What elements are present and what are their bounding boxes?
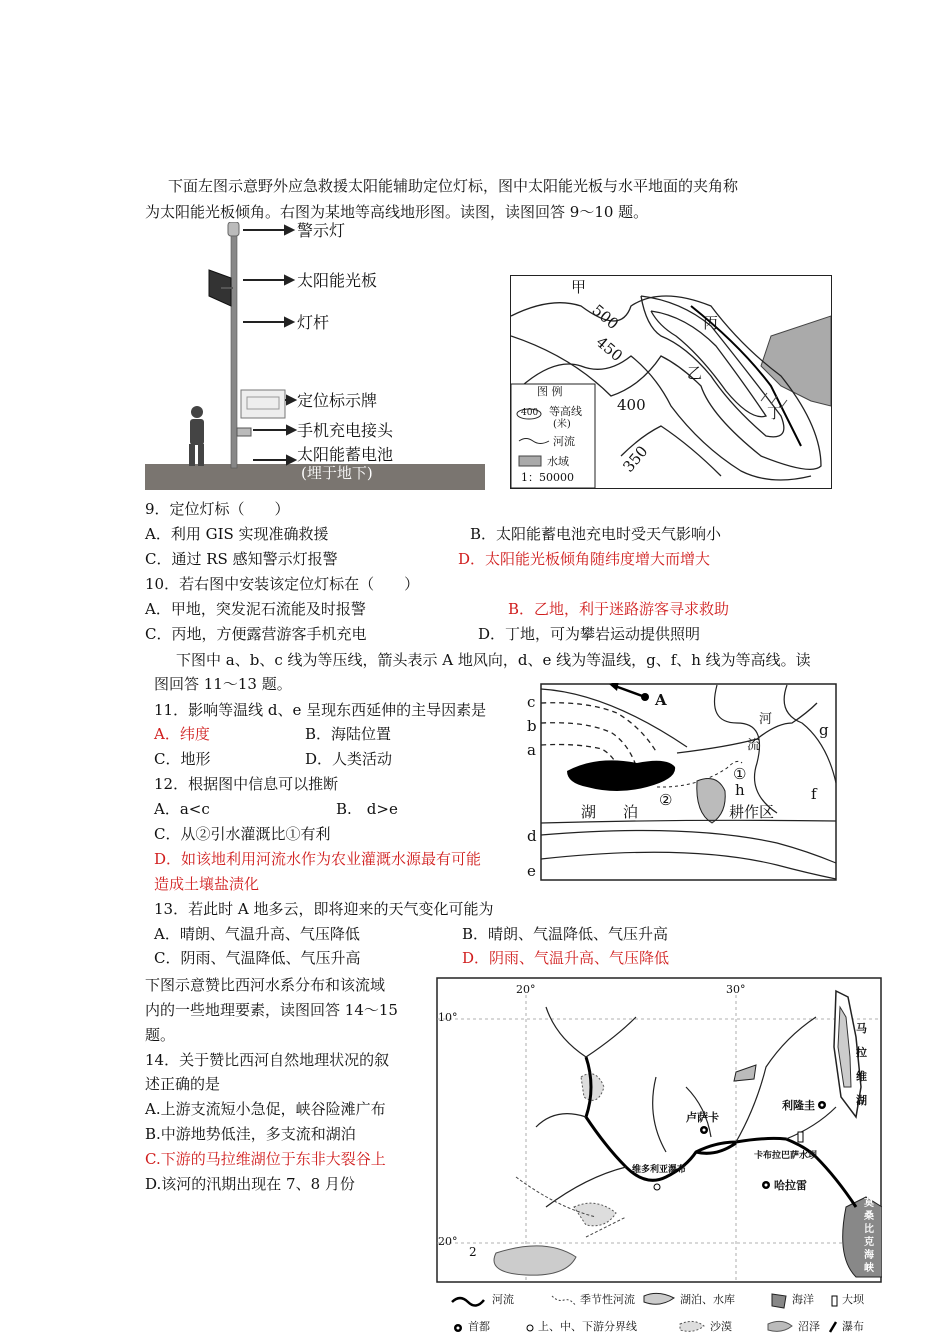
- place-yi: 乙: [687, 364, 703, 382]
- q14-option-c: C.下游的马拉维湖位于东非大裂谷上: [145, 1150, 386, 1168]
- legend-title: 图 例: [537, 385, 563, 398]
- map-mozambique-channel: 莫 桑 比 克 海 峡: [864, 1198, 874, 1274]
- q11-option-b: B．海陆位置: [305, 725, 392, 743]
- q11-stem: 11．影响等温线 d、e 呈现东西延伸的主导因素是: [154, 701, 487, 719]
- q13-stem: 13．若此时 A 地多云，即将迎来的天气变化可能为: [154, 900, 494, 918]
- legend-desert: 沙漠: [710, 1320, 732, 1333]
- page-number: 2: [469, 1245, 477, 1259]
- q14-stem-line-1: 14．关于赞比西河自然地理状况的叙: [145, 1051, 390, 1069]
- lake-label-2: 泊: [623, 803, 639, 821]
- q10-option-c: C．丙地，方便露营游客手机充电: [145, 625, 367, 643]
- q14-option-a: A.上游支流短小急促，峡谷险滩广布: [145, 1100, 386, 1118]
- intro2-line-1: 下图中 a、b、c 线为等压线，箭头表示 A 地风向，d、e 线为等温线，g、f、h 线为等高线。读: [176, 651, 811, 669]
- map-lusaka: 卢萨卡: [686, 1111, 719, 1124]
- q11-option-d: D．人类活动: [305, 750, 393, 768]
- legend-water: 水域: [547, 455, 569, 468]
- q13-option-d: D．阴雨、气温升高、气压降低: [462, 949, 670, 967]
- isobar-label-b: b: [527, 717, 537, 735]
- q13-option-c: C．阴雨、气温降低、气压升高: [154, 949, 361, 967]
- legend-river: 河流: [492, 1293, 514, 1306]
- legend-contour: 等高线: [549, 405, 582, 418]
- legend-lake: 湖泊、水库: [680, 1293, 735, 1306]
- isobar-label-a: a: [527, 741, 536, 759]
- q11-option-c: C．地形: [154, 750, 211, 768]
- zambezi-map: [436, 977, 882, 1283]
- legend-contour-value: 400: [521, 408, 539, 418]
- contour-350: 350: [619, 442, 652, 476]
- beacon-figure: [145, 222, 495, 490]
- q9-option-c: C．通过 RS 感知警示灯报警: [145, 550, 338, 568]
- label-underground: (埋于地下): [301, 464, 373, 482]
- isotherm-label-d: d: [527, 827, 537, 845]
- q13-option-b: B．晴朗、气温降低、气压升高: [462, 925, 669, 943]
- legend-boundary: 上、中、下游分界线: [538, 1320, 637, 1333]
- isobar-figure: [527, 683, 837, 883]
- q12-stem: 12．根据图中信息可以推断: [154, 775, 339, 793]
- q9-option-b: B．太阳能蓄电池充电时受天气影响小: [470, 525, 722, 543]
- intro-line-2: 为太阳能光板倾角。右图为某地等高线地形图。读图，读图回答 9～10 题。: [145, 203, 649, 221]
- legend-waterfall: 瀑布: [842, 1320, 864, 1333]
- label-solar-panel: 太阳能光板: [297, 271, 378, 290]
- site-2: ②: [659, 791, 673, 809]
- legend-seasonal-river: 季节性河流: [580, 1293, 635, 1306]
- label-location-sign: 定位标示牌: [297, 391, 378, 410]
- label-battery: 太阳能蓄电池: [297, 445, 394, 464]
- q12-option-d-line-2: 造成土壤盐渍化: [154, 875, 260, 893]
- legend-ocean: 海洋: [792, 1293, 814, 1306]
- intro3-line-1: 下图示意赞比西河水系分布和该流域: [145, 976, 386, 994]
- site-1: ①: [733, 765, 747, 783]
- q9-stem: 9．定位灯标（ ）: [145, 500, 290, 518]
- q10-option-b: B．乙地，利于迷路游客寻求救助: [508, 600, 730, 618]
- legend-scale: 1：50000: [521, 471, 574, 484]
- q12-option-b: B. d>e: [336, 800, 398, 818]
- q10-option-d: D．丁地，可为攀岩运动提供照明: [478, 625, 701, 643]
- q12-option-d-line-1: D．如该地利用河流水作为农业灌溉水源最有可能: [154, 850, 482, 868]
- intro-line-1: 下面左图示意野外应急救援太阳能辅助定位灯标，图中太阳能光板与水平地面的夹角称: [168, 177, 739, 195]
- isobar-label-c: c: [527, 693, 536, 711]
- label-pole: 灯杆: [297, 313, 330, 332]
- label-charger: 手机充电接头: [297, 421, 394, 440]
- place-bing: 丙: [703, 314, 719, 332]
- map-harare: 哈拉雷: [774, 1179, 807, 1192]
- contour-figure: [510, 275, 832, 489]
- intro2-line-2: 图回答 11～13 题。: [154, 675, 292, 693]
- legend-capital: 首都: [468, 1320, 490, 1333]
- point-a-label: A: [655, 691, 667, 709]
- contour-400: 400: [617, 396, 646, 414]
- map-lon-20: 20°: [516, 983, 536, 996]
- legend-swamp: 沼泽: [798, 1320, 820, 1333]
- contour-label-f: f: [811, 785, 817, 803]
- q12-option-c: C．从②引水灌溉比①有利: [154, 825, 331, 843]
- q14-option-b: B.中游地势低洼，多支流和湖泊: [145, 1125, 356, 1143]
- contour-label-g: g: [819, 721, 829, 739]
- contour-500: 500: [588, 300, 623, 334]
- legend-dam: 大坝: [842, 1293, 864, 1306]
- place-jia: 甲: [571, 278, 587, 296]
- lake-label-1: 湖: [581, 803, 597, 821]
- label-warning-light: 警示灯: [297, 221, 346, 240]
- river-label: 河: [759, 712, 773, 727]
- q12-option-a: A．a<c: [154, 800, 210, 818]
- q14-stem-line-2: 述正确的是: [145, 1075, 221, 1093]
- q9-option-d: D．太阳能光板倾角随纬度增大而增大: [458, 550, 711, 568]
- intro3-line-2: 内的一些地理要素，读图回答 14～15: [145, 1001, 398, 1019]
- map-lat-10: 10°: [438, 1011, 458, 1024]
- flow-label: 流: [747, 738, 761, 753]
- map-dam: 卡布拉巴萨水坝: [754, 1151, 818, 1161]
- q10-option-a: A．甲地，突发泥石流能及时报警: [145, 600, 366, 618]
- q9-option-a: A．利用 GIS 实现准确救援: [145, 525, 329, 543]
- legend-river: 河流: [553, 435, 575, 448]
- map-legend: [446, 1290, 882, 1340]
- farmland-label: 耕作区: [729, 803, 775, 821]
- q14-option-d: D.该河的汛期出现在 7、8 月份: [145, 1175, 355, 1193]
- contour-450: 450: [592, 332, 627, 366]
- legend-contour-unit: (米): [553, 419, 571, 430]
- place-ding: 丁: [767, 404, 783, 422]
- map-lon-30: 30°: [726, 983, 746, 996]
- map-lake-malawi: 马 拉 维 湖: [856, 1022, 867, 1107]
- intro3-line-3: 题。: [145, 1026, 176, 1044]
- map-lilongwe: 利隆圭: [782, 1099, 815, 1112]
- isotherm-label-e: e: [527, 862, 536, 880]
- q11-option-a: A．纬度: [154, 725, 210, 743]
- contour-label-h: h: [735, 781, 745, 799]
- map-victoria-falls: 维多利亚瀑布: [632, 1165, 687, 1175]
- q13-option-a: A．晴朗、气温升高、气压降低: [154, 925, 360, 943]
- map-lat-20: 20°: [438, 1235, 458, 1248]
- q10-stem: 10．若右图中安装该定位灯标在（ ）: [145, 575, 420, 593]
